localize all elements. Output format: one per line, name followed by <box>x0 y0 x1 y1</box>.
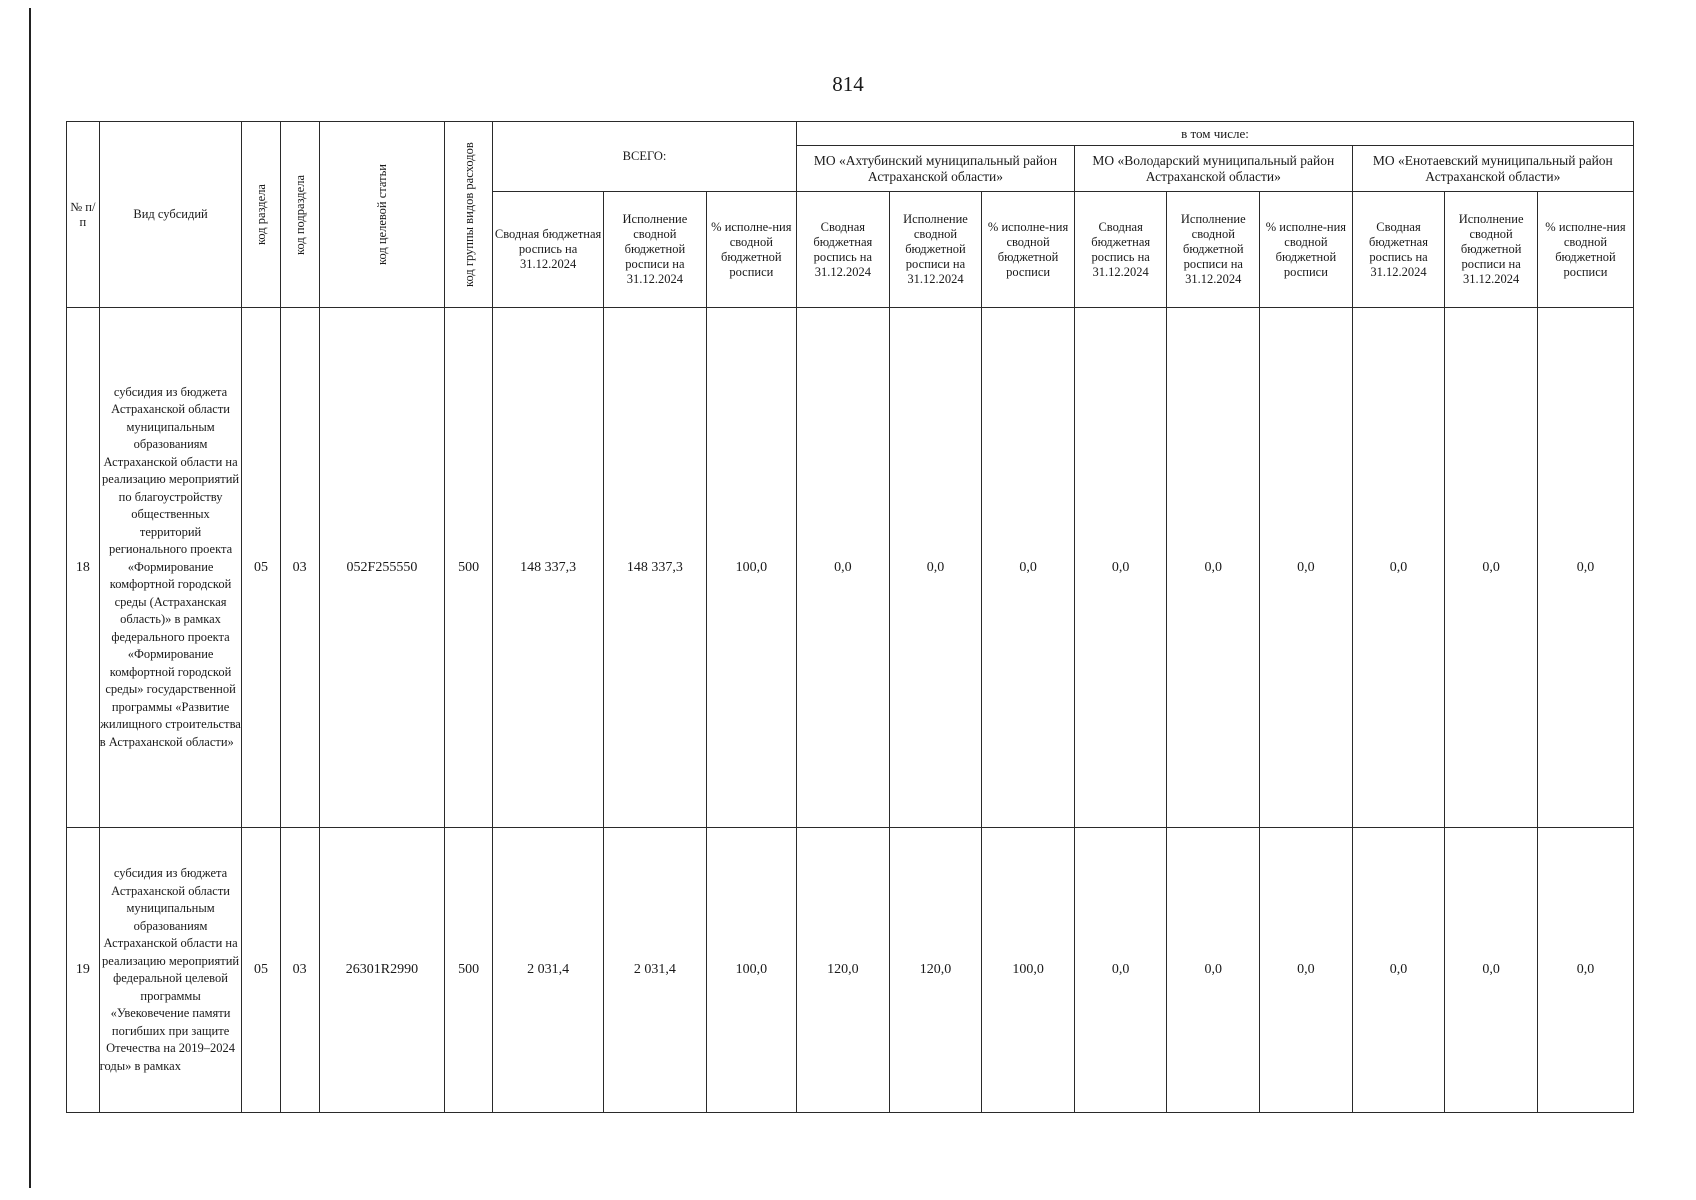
header-group-enotaevsky: МО «Енотаевский муниципальный район Астраханской области» <box>1352 146 1633 192</box>
cell-g3-plan: 0,0 <box>1352 828 1445 1113</box>
cell-g3-pct: 0,0 <box>1537 828 1633 1113</box>
header-code-article-label: код целевой статьи <box>374 164 389 265</box>
header-code-section <box>242 122 280 308</box>
header-num: № п/п <box>67 122 100 308</box>
cell-g1-pct: 100,0 <box>982 828 1075 1113</box>
row-section: 05 <box>242 828 280 1113</box>
cell-g1-exec: 120,0 <box>889 828 982 1113</box>
header-total-plan: Сводная бюджетная роспись на 31.12.2024 <box>493 192 604 308</box>
cell-g3-exec: 0,0 <box>1445 828 1538 1113</box>
cell-g1-pct: 0,0 <box>982 308 1075 828</box>
header-g3-exec: Исполнение сводной бюджетной росписи на 31.12.2024 <box>1445 192 1538 308</box>
header-g3-pct: % исполне-ния сводной бюджетной росписи <box>1537 192 1633 308</box>
header-group-volodarsky: МО «Володарский муниципальный район Астраханской области» <box>1074 146 1352 192</box>
row-description: субсидия из бюджета Астраханской области муниципальным образованиям Астраханской области на реализацию мероприятий федеральной целевой программы «Увековечение памяти погибших при защите Отечества на 2019–2024 годы» в рамках <box>99 828 242 1113</box>
cell-g2-pct: 0,0 <box>1260 828 1353 1113</box>
header-group-akhtubinsky: МО «Ахтубинский муниципальный район Астраханской области» <box>797 146 1075 192</box>
row-group: 500 <box>445 828 493 1113</box>
header-code-group-label: код группы видов расходов <box>461 142 476 287</box>
header-g1-pct: % исполне-ния сводной бюджетной росписи <box>982 192 1075 308</box>
cell-g2-plan: 0,0 <box>1074 828 1167 1113</box>
header-g1-plan: Сводная бюджетная роспись на 31.12.2024 <box>797 192 890 308</box>
header-total: ВСЕГО: <box>493 122 797 192</box>
table-row <box>67 828 1634 1113</box>
header-code-section-label: код раздела <box>254 183 268 246</box>
header-g3-plan: Сводная бюджетная роспись на 31.12.2024 <box>1352 192 1445 308</box>
header-code-subsection-label: код подраздела <box>292 174 307 255</box>
row-subsection: 03 <box>280 828 319 1113</box>
page-number: 814 <box>832 72 864 96</box>
cell-g2-plan: 0,0 <box>1074 308 1167 828</box>
cell-g1-plan: 120,0 <box>797 828 890 1113</box>
header-g1-exec: Исполнение сводной бюджетной росписи на 31.12.2024 <box>889 192 982 308</box>
cell-g3-pct: 0,0 <box>1537 308 1633 828</box>
row-subsection: 03 <box>280 308 319 828</box>
header-code-group <box>445 122 493 308</box>
row-article: 26301R2990 <box>319 828 444 1113</box>
row-num: 19 <box>67 828 100 1113</box>
table-row <box>67 308 1634 828</box>
cell-total-pct: 100,0 <box>706 828 796 1113</box>
cell-g1-exec: 0,0 <box>889 308 982 828</box>
header-type: Вид субсидий <box>99 122 242 308</box>
row-description: субсидия из бюджета Астраханской области муниципальным образованиям Астраханской области на реализацию мероприятий по благоустройству общественных территорий регионального проекта «Формирование комфортной городской среды (Астраханская область)» в рамках федерального проекта «Формирование комфортной городской среды» государственной программы «Развитие жилищного строительства в Астраханской области» <box>99 308 242 828</box>
row-group: 500 <box>445 308 493 828</box>
header-code-article <box>319 122 444 308</box>
cell-g1-plan: 0,0 <box>797 308 890 828</box>
cell-g2-exec: 0,0 <box>1167 308 1260 828</box>
row-section: 05 <box>242 308 280 828</box>
cell-total-plan: 148 337,3 <box>493 308 604 828</box>
header-g2-plan: Сводная бюджетная роспись на 31.12.2024 <box>1074 192 1167 308</box>
cell-g2-pct: 0,0 <box>1260 308 1353 828</box>
header-total-exec: Исполнение сводной бюджетной росписи на 31.12.2024 <box>604 192 706 308</box>
cell-total-pct: 100,0 <box>706 308 796 828</box>
subsidy-table <box>66 121 1634 1113</box>
cell-total-plan: 2 031,4 <box>493 828 604 1113</box>
cell-g3-exec: 0,0 <box>1445 308 1538 828</box>
cell-total-exec: 2 031,4 <box>604 828 706 1113</box>
cell-g2-exec: 0,0 <box>1167 828 1260 1113</box>
header-g2-pct: % исполне-ния сводной бюджетной росписи <box>1260 192 1353 308</box>
row-num: 18 <box>67 308 100 828</box>
header-code-subsection <box>280 122 319 308</box>
scan-edge-line <box>29 8 31 1188</box>
header-total-pct: % исполне-ния сводной бюджетной росписи <box>706 192 796 308</box>
row-article: 052F255550 <box>319 308 444 828</box>
header-g2-exec: Исполнение сводной бюджетной росписи на 31.12.2024 <box>1167 192 1260 308</box>
cell-total-exec: 148 337,3 <box>604 308 706 828</box>
cell-g3-plan: 0,0 <box>1352 308 1445 828</box>
header-including: в том числе: <box>797 122 1634 146</box>
